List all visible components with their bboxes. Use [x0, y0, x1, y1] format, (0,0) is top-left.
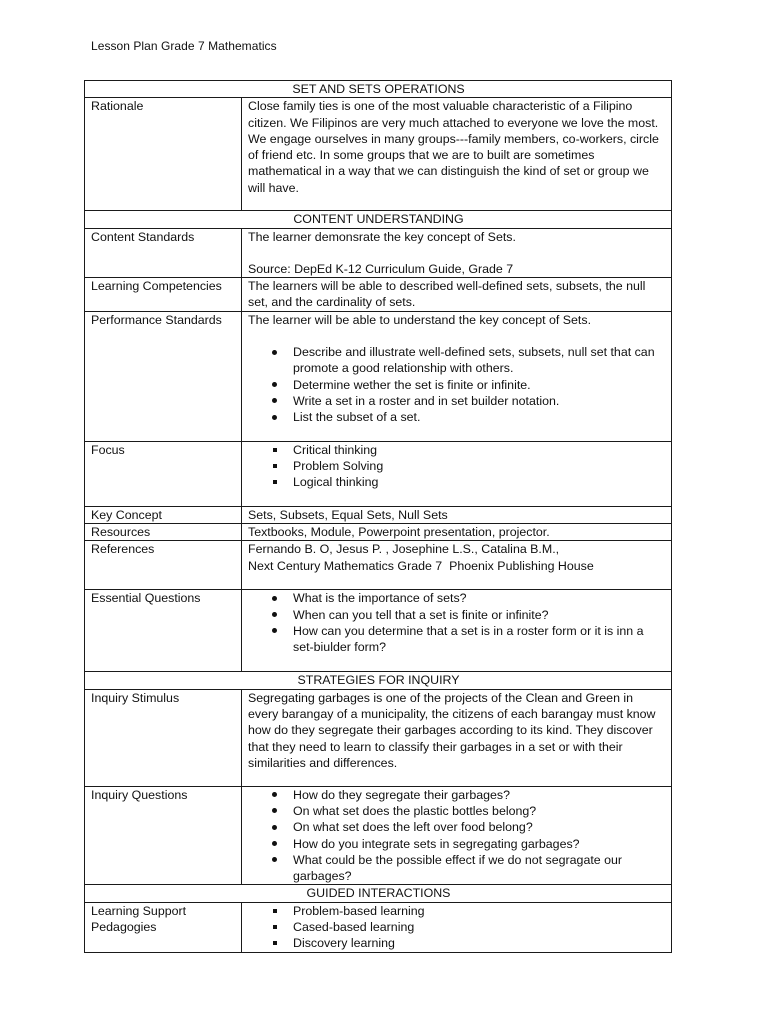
row-learning-support	[85, 902, 672, 952]
list-item: What is the importance of sets?	[248, 590, 666, 606]
row-content-standards	[85, 228, 672, 278]
row-label: References	[85, 541, 242, 590]
row-content	[242, 689, 672, 786]
row-focus	[85, 441, 672, 506]
row-rationale	[85, 98, 672, 211]
section-row-set-operations	[85, 81, 672, 98]
list-item: Write a set in a roster and in set builder notation.	[248, 393, 666, 409]
list-item: Discovery learning	[248, 935, 666, 951]
row-resources	[85, 524, 672, 541]
row-key-concept	[85, 506, 672, 523]
list-item: On what set does the left over food belong?	[248, 819, 666, 835]
section-row-strategies	[85, 672, 672, 689]
learning-support-list	[248, 903, 666, 952]
row-content	[242, 228, 672, 278]
lesson-plan-table	[84, 80, 672, 953]
list-item: List the subset of a set.	[248, 409, 666, 425]
list-item: How do you integrate sets in segregating garbages?	[248, 836, 666, 852]
performance-standards-intro: The learner will be able to understand the key concept of Sets.	[248, 312, 592, 327]
row-content: Sets, Subsets, Equal Sets, Null Sets	[242, 506, 672, 523]
row-content	[242, 541, 672, 590]
list-item: Problem Solving	[248, 458, 666, 474]
row-label: Essential Questions	[85, 590, 242, 672]
row-performance-standards	[85, 311, 672, 441]
row-label: Learning Support Pedagogies	[85, 902, 242, 952]
row-references	[85, 541, 672, 590]
list-item: Logical thinking	[248, 474, 666, 490]
section-heading: CONTENT UNDERSTANDING	[85, 211, 672, 228]
list-item: How can you determine that a set is in a roster form or it is inn a set-biulder form?	[248, 623, 666, 656]
content-standards-source: Source: DepEd K-12 Curriculum Guide, Grade 7	[248, 261, 514, 276]
list-item: On what set does the plastic bottles belong?	[248, 803, 666, 819]
list-item: How do they segregate their garbages?	[248, 787, 666, 803]
list-item: What could be the possible effect if we do not segragate our garbages?	[248, 852, 666, 885]
row-content	[242, 786, 672, 885]
row-label: Key Concept	[85, 506, 242, 523]
section-heading: STRATEGIES FOR INQUIRY	[85, 672, 672, 689]
list-item: Determine wether the set is finite or infinite.	[248, 377, 666, 393]
learning-competencies-text: The learners will be able to described well-defined sets, subsets, the null set, and the cardinality of sets.	[248, 279, 646, 310]
row-label: Learning Competencies	[85, 278, 242, 312]
inquiry-stimulus-text: Segregating garbages is one of the projects of the Clean and Green in every barangay of a municipality, the citizens of each barangay must know how do they segregate their garbages according to its kind. They discover that they need to learn to classify their garbages in a set or with their similarities and differences.	[248, 690, 656, 770]
essential-questions-list	[248, 590, 666, 655]
row-inquiry-stimulus	[85, 689, 672, 786]
list-item: Cased-based learning	[248, 919, 666, 935]
row-content	[242, 311, 672, 441]
performance-standards-list	[248, 344, 666, 425]
section-row-guided-interactions	[85, 885, 672, 902]
row-label: Inquiry Questions	[85, 786, 242, 885]
section-heading: GUIDED INTERACTIONS	[85, 885, 672, 902]
row-label: Content Standards	[85, 228, 242, 278]
rationale-text: Close family ties is one of the most valuable characteristic of a Filipino citizen. We Filipinos are very much attached to everyone we love the most. We engage ourselves in many groups---family members, co-workers, circle of friend etc. In some groups that we are to built are sometimes mathematical in a way that we can distinguish the kind of set or group we will have.	[248, 99, 659, 195]
list-item: When can you tell that a set is finite or infinite?	[248, 607, 666, 623]
row-label: Performance Standards	[85, 311, 242, 441]
focus-list	[248, 442, 666, 491]
list-item: Critical thinking	[248, 442, 666, 458]
row-learning-competencies	[85, 278, 672, 312]
list-item: Describe and illustrate well-defined sets, subsets, null set that can promote a good relationship with others.	[248, 344, 666, 377]
row-content	[242, 902, 672, 952]
row-label: Inquiry Stimulus	[85, 689, 242, 786]
page-header-title: Lesson Plan Grade 7 Mathematics	[91, 39, 277, 53]
references-line-1: Fernando B. O, Jesus P. , Josephine L.S., Catalina B.M.,	[248, 542, 560, 557]
section-heading: SET AND SETS OPERATIONS	[85, 81, 672, 98]
content-standards-text: The learner demonsrate the key concept of Sets.	[248, 229, 516, 244]
inquiry-questions-list	[248, 787, 666, 885]
row-content	[242, 441, 672, 506]
row-inquiry-questions	[85, 786, 672, 885]
row-content	[242, 278, 672, 312]
row-content	[242, 590, 672, 672]
section-row-content-understanding	[85, 211, 672, 228]
references-line-2: Next Century Mathematics Grade 7 Phoenix Publishing House	[248, 558, 594, 573]
list-item: Problem-based learning	[248, 903, 666, 919]
row-label: Rationale	[85, 98, 242, 211]
row-content	[242, 98, 672, 211]
row-content: Textbooks, Module, Powerpoint presentation, projector.	[242, 524, 672, 541]
row-label: Focus	[85, 441, 242, 506]
row-essential-questions	[85, 590, 672, 672]
row-label: Resources	[85, 524, 242, 541]
